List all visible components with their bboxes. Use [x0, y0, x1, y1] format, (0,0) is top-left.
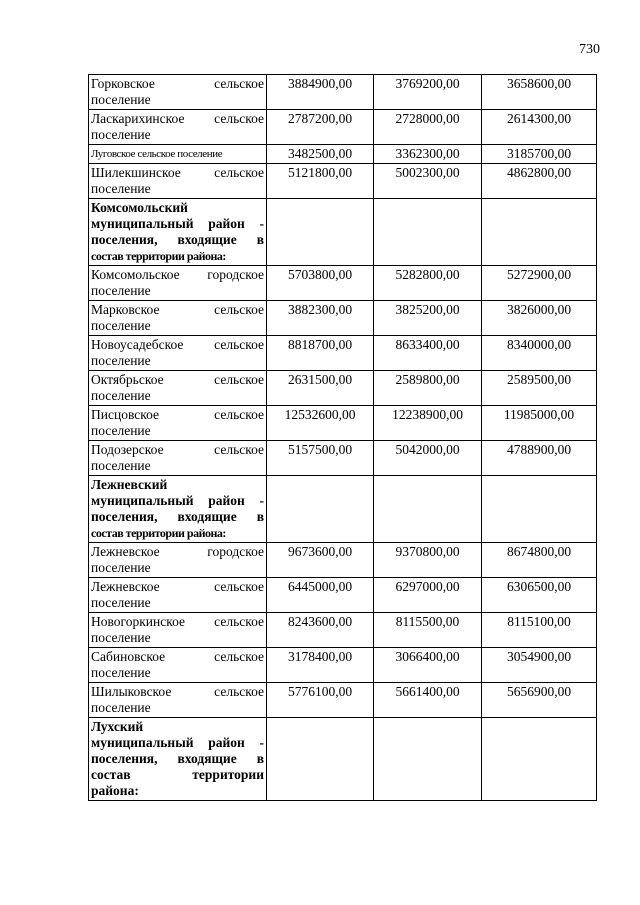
- district-name-line: состав территории: [91, 767, 264, 782]
- amount-year-3-cell: 6306500,00: [482, 578, 597, 613]
- amount-year-2-cell: 9370800,00: [374, 543, 482, 578]
- amount-year-1-cell: 5776100,00: [267, 683, 374, 718]
- table-row: [89, 336, 597, 371]
- district-name-line: района:: [91, 783, 139, 798]
- district-name-line: поселения, входящие в: [91, 751, 264, 766]
- amount-year-2-cell: 2728000,00: [374, 110, 482, 145]
- amount-year-2-cell: 8115500,00: [374, 613, 482, 648]
- settlement-name-line: поселение: [91, 181, 151, 196]
- district-name-line: состав территории района:: [91, 526, 226, 540]
- settlement-name-line: Луговское сельское поселение: [91, 148, 223, 160]
- district-header-row: [89, 718, 597, 801]
- district-name-line: муниципальный район -: [91, 493, 264, 508]
- settlement-name-cell: [89, 336, 267, 371]
- amount-year-2-cell: 12238900,00: [374, 406, 482, 441]
- amount-year-1-cell: 6445000,00: [267, 578, 374, 613]
- settlement-name-line: Лежневское городское: [91, 544, 264, 559]
- empty-value-cell: [267, 199, 374, 266]
- amount-year-3-cell: 5656900,00: [482, 683, 597, 718]
- settlement-name-line: поселение: [91, 353, 151, 368]
- settlement-name-cell: [89, 441, 267, 476]
- settlement-name-cell: [89, 371, 267, 406]
- empty-value-cell: [374, 718, 482, 801]
- amount-year-3-cell: 3185700,00: [482, 145, 597, 164]
- district-name-line: поселения, входящие в: [91, 232, 264, 247]
- settlement-name-cell: [89, 683, 267, 718]
- settlement-name-cell: [89, 301, 267, 336]
- amount-year-2-cell: 3362300,00: [374, 145, 482, 164]
- budget-allocation-table: [88, 74, 597, 801]
- table-row: [89, 406, 597, 441]
- settlement-name-line: поселение: [91, 283, 151, 298]
- settlement-name-line: Шилыковское сельское: [91, 684, 264, 699]
- table-row: [89, 648, 597, 683]
- district-name-line: муниципальный район -: [91, 735, 264, 750]
- amount-year-3-cell: 2614300,00: [482, 110, 597, 145]
- settlement-name-line: Горковское сельское: [91, 76, 264, 91]
- empty-value-cell: [482, 199, 597, 266]
- amount-year-1-cell: 3882300,00: [267, 301, 374, 336]
- table-row: [89, 110, 597, 145]
- empty-value-cell: [267, 476, 374, 543]
- amount-year-1-cell: 2631500,00: [267, 371, 374, 406]
- settlement-name-line: Лежневское сельское: [91, 579, 264, 594]
- settlement-name-line: поселение: [91, 127, 151, 142]
- district-name-line: Комсомольский: [91, 200, 188, 215]
- table-row: [89, 145, 597, 164]
- amount-year-2-cell: 5661400,00: [374, 683, 482, 718]
- amount-year-3-cell: 8115100,00: [482, 613, 597, 648]
- settlement-name-cell: [89, 110, 267, 145]
- amount-year-2-cell: 3769200,00: [374, 75, 482, 110]
- amount-year-3-cell: 3658600,00: [482, 75, 597, 110]
- amount-year-1-cell: 12532600,00: [267, 406, 374, 441]
- table-row: [89, 75, 597, 110]
- amount-year-2-cell: 3066400,00: [374, 648, 482, 683]
- settlement-name-cell: [89, 75, 267, 110]
- settlement-name-line: поселение: [91, 630, 151, 645]
- table-row: [89, 543, 597, 578]
- settlement-name-line: Подозерское сельское: [91, 442, 264, 457]
- settlement-name-cell: [89, 578, 267, 613]
- table-row: [89, 301, 597, 336]
- amount-year-2-cell: 8633400,00: [374, 336, 482, 371]
- settlement-name-line: Писцовское сельское: [91, 407, 264, 422]
- empty-value-cell: [267, 718, 374, 801]
- settlement-name-cell: [89, 613, 267, 648]
- settlement-name-line: Марковское сельское: [91, 302, 264, 317]
- empty-value-cell: [374, 476, 482, 543]
- amount-year-3-cell: 3054900,00: [482, 648, 597, 683]
- page-number: 730: [579, 42, 600, 57]
- table-row: [89, 441, 597, 476]
- settlement-name-line: поселение: [91, 388, 151, 403]
- settlement-name-line: Октябрьское сельское: [91, 372, 264, 387]
- amount-year-1-cell: 5121800,00: [267, 164, 374, 199]
- amount-year-3-cell: 2589500,00: [482, 371, 597, 406]
- amount-year-2-cell: 6297000,00: [374, 578, 482, 613]
- settlement-name-line: поселение: [91, 665, 151, 680]
- district-name-line: Лежневский: [91, 477, 168, 492]
- amount-year-2-cell: 2589800,00: [374, 371, 482, 406]
- settlement-name-line: поселение: [91, 560, 151, 575]
- settlement-name-line: Шилекшинское сельское: [91, 165, 264, 180]
- settlement-name-line: поселение: [91, 318, 151, 333]
- settlement-name-line: Новогоркинское сельское: [91, 614, 264, 629]
- district-name-line: состав территории района:: [91, 249, 226, 263]
- amount-year-3-cell: 8674800,00: [482, 543, 597, 578]
- district-name-line: Лухский: [91, 719, 144, 734]
- amount-year-3-cell: 4862800,00: [482, 164, 597, 199]
- amount-year-1-cell: 3482500,00: [267, 145, 374, 164]
- empty-value-cell: [482, 476, 597, 543]
- settlement-name-cell: [89, 164, 267, 199]
- amount-year-1-cell: 2787200,00: [267, 110, 374, 145]
- amount-year-1-cell: 5157500,00: [267, 441, 374, 476]
- table-row: [89, 613, 597, 648]
- district-name-line: поселения, входящие в: [91, 509, 264, 524]
- amount-year-1-cell: 9673600,00: [267, 543, 374, 578]
- table-body: [89, 75, 597, 801]
- settlement-name-cell: [89, 543, 267, 578]
- settlement-name-line: поселение: [91, 458, 151, 473]
- table-row: [89, 266, 597, 301]
- settlement-name-cell: [89, 406, 267, 441]
- amount-year-3-cell: 8340000,00: [482, 336, 597, 371]
- settlement-name-cell: [89, 648, 267, 683]
- amount-year-1-cell: 8243600,00: [267, 613, 374, 648]
- settlement-name-line: поселение: [91, 92, 151, 107]
- settlement-name-line: поселение: [91, 423, 151, 438]
- amount-year-2-cell: 5002300,00: [374, 164, 482, 199]
- amount-year-2-cell: 5282800,00: [374, 266, 482, 301]
- amount-year-1-cell: 3884900,00: [267, 75, 374, 110]
- settlement-name-line: Ласкарихинское сельское: [91, 111, 264, 126]
- amount-year-1-cell: 8818700,00: [267, 336, 374, 371]
- amount-year-1-cell: 5703800,00: [267, 266, 374, 301]
- settlement-name-cell: [89, 145, 267, 164]
- amount-year-3-cell: 4788900,00: [482, 441, 597, 476]
- table-row: [89, 578, 597, 613]
- district-header-row: [89, 199, 597, 266]
- district-name-cell: [89, 199, 267, 266]
- empty-value-cell: [374, 199, 482, 266]
- amount-year-3-cell: 5272900,00: [482, 266, 597, 301]
- amount-year-2-cell: 3825200,00: [374, 301, 482, 336]
- table-row: [89, 683, 597, 718]
- settlement-name-line: Сабиновское сельское: [91, 649, 264, 664]
- district-header-row: [89, 476, 597, 543]
- empty-value-cell: [482, 718, 597, 801]
- settlement-name-line: поселение: [91, 700, 151, 715]
- amount-year-3-cell: 3826000,00: [482, 301, 597, 336]
- settlement-name-cell: [89, 266, 267, 301]
- amount-year-2-cell: 5042000,00: [374, 441, 482, 476]
- settlement-name-line: Комсомольское городское: [91, 267, 264, 282]
- settlement-name-line: Новоусадебское сельское: [91, 337, 264, 352]
- amount-year-3-cell: 11985000,00: [482, 406, 597, 441]
- district-name-cell: [89, 476, 267, 543]
- amount-year-1-cell: 3178400,00: [267, 648, 374, 683]
- table-row: [89, 371, 597, 406]
- table-row: [89, 164, 597, 199]
- settlement-name-line: поселение: [91, 595, 151, 610]
- district-name-cell: [89, 718, 267, 801]
- district-name-line: муниципальный район -: [91, 216, 264, 231]
